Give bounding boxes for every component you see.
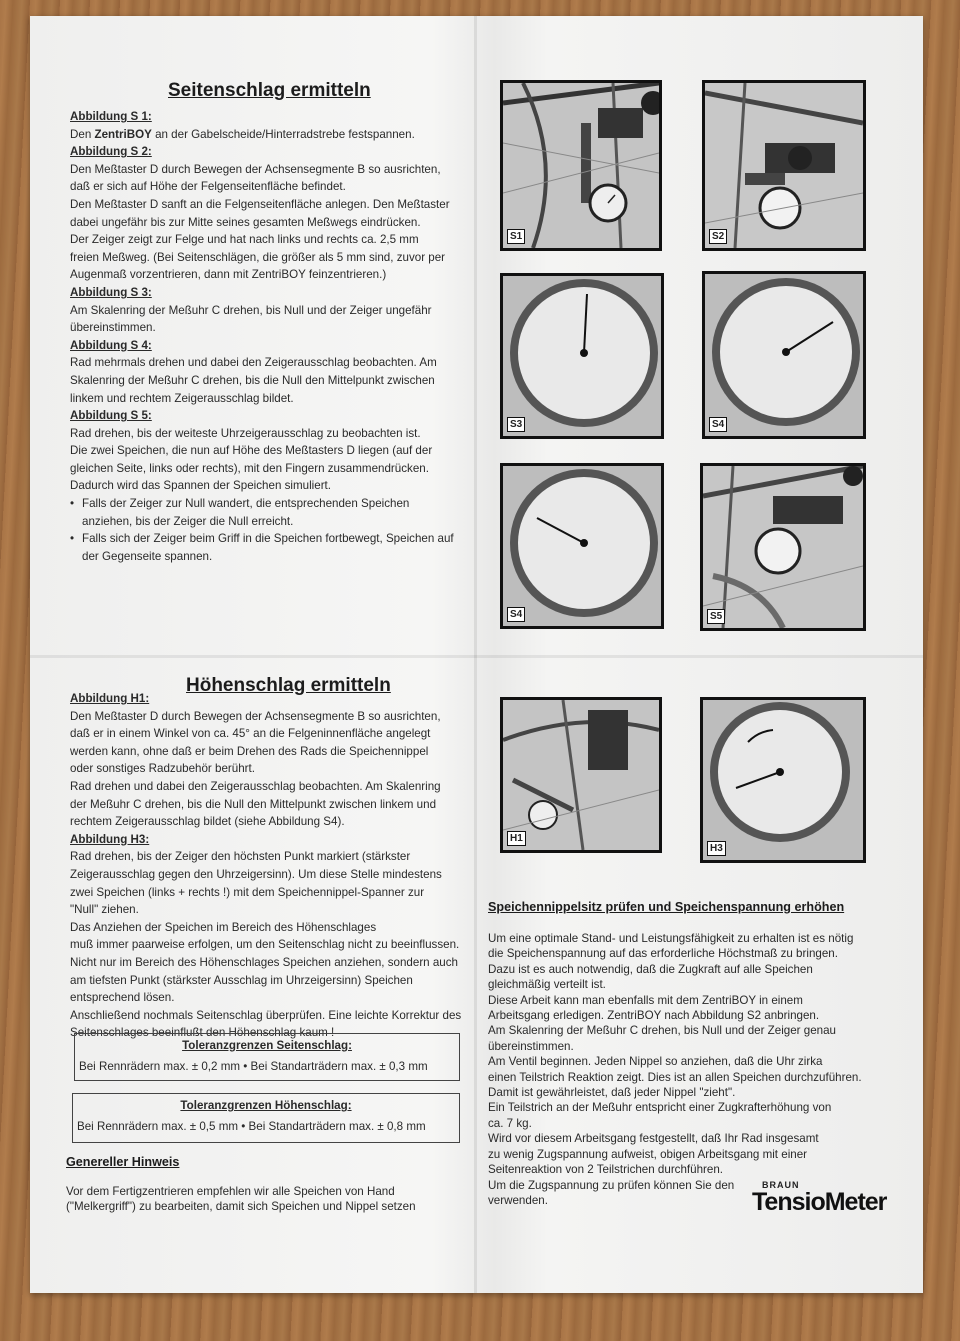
s2-line: Den Meßtaster D durch Bewegen der Achsensegmente B so ausrichten,: [70, 162, 441, 176]
h1-line: rechtem Zeigerausschlag bildet (siehe Abbildung S4).: [70, 815, 345, 829]
nippel-line: zu wenig Zugspannung aufweist, obigen Arbeitsgang mit einer: [488, 1147, 808, 1161]
tolerance-values: Bei Rennrädern max. ± 0,2 mm • Bei Standarträdern max. ± 0,3 mm: [79, 1060, 428, 1073]
nippel-line: Wird vor diesem Arbeitsgang festgestellt, daß Ihr Rad insgesamt: [488, 1132, 819, 1146]
s1-brand: ZentriBOY: [94, 127, 152, 141]
figure-s5-photo: [700, 463, 866, 631]
h3-line: Seitenschlages beeinflußt den Höhenschlag kaum !: [70, 1026, 335, 1040]
s2-line: daß er sich auf Höhe der Felgenseitenfläche befindet.: [70, 180, 346, 194]
h3-line: zwei Speichen (links + rechts !) mit dem Speichennippel-Spanner zur: [70, 885, 425, 899]
nippel-line: verwenden.: [488, 1193, 548, 1207]
h1-line: werden kann, ohne daß er beim Drehen des Rads die Speichennippel: [70, 744, 429, 758]
s2-line: Der Zeiger zeigt zur Felge und hat nach links und rechts ca. 2,5 mm: [70, 233, 419, 247]
h3-line: muß immer paarweise erfolgen, um den Seitenschlag nicht zu beeinflussen.: [70, 938, 460, 952]
hoehenschlag-title: Höhenschlag ermitteln: [186, 675, 391, 696]
s2-line: Den Meßtaster D sanft an die Felgenseitenfläche anlegen. Den Meßtaster: [70, 197, 450, 211]
figure-label: H1: [507, 831, 526, 846]
bullet-item: [70, 530, 470, 565]
h3-line: Nicht nur im Bereich des Höhenschlages Speichen anziehen, sondern auch: [70, 955, 458, 969]
seitenschlag-title: Seitenschlag ermitteln: [168, 80, 371, 101]
h3-line: Anschließend nochmals Seitenschlag überprüfen. Eine leichte Korrektur des: [70, 1008, 462, 1022]
s4-label: Abbildung S 4:: [70, 338, 152, 352]
figure-s4-dial-second: [500, 463, 664, 629]
s1-pre: Den: [70, 127, 95, 141]
bike-clamp-photo: [703, 466, 863, 628]
hinweis-body: [66, 1184, 466, 1214]
h3-line: entsprechend lösen.: [70, 991, 175, 1005]
bike-clamp-photo: [503, 700, 659, 850]
nippel-line: Um die Zugspannung zu prüfen können Sie den: [488, 1178, 735, 1192]
h1-line: Rad drehen und dabei den Zeigerausschlag beobachten. Am Skalenring: [70, 779, 441, 793]
s1-post: an der Gabelscheide/Hinterradstrebe festspannen.: [151, 127, 415, 141]
bike-clamp-photo: [503, 83, 659, 248]
tolerance-title: Toleranzgrenzen Seitenschlag:: [182, 1039, 352, 1052]
nippel-line: ca. 7 kg.: [488, 1116, 532, 1130]
nippel-title: Speichennippelsitz prüfen und Speichenspannung erhöhen: [488, 900, 845, 914]
tolerance-box-seitenschlag: [74, 1033, 460, 1081]
h3-line: am tiefsten Punkt (stärkster Ausschlag im Uhrzeigersinn) Speichen: [70, 973, 413, 987]
hinweis-line: ("Melkergriff") zu bearbeiten, damit sich Speichen und Nippel setzen: [66, 1200, 416, 1213]
nippel-line: Seitenreaktion von 2 Teilstrichen durchführen.: [488, 1163, 724, 1177]
logo-product: TensioMeter: [752, 1188, 887, 1216]
figure-h1-photo: [500, 697, 662, 853]
bullet-text: der Gegenseite spannen.: [82, 549, 213, 563]
nippel-line: Arbeitsgang erledigen. ZentriBOY nach Abbildung S2 anbringen.: [488, 1009, 820, 1023]
s3-line: Am Skalenring der Meßuhr C drehen, bis Null und der Zeiger ungefähr: [70, 303, 432, 317]
bullet-item: [70, 495, 470, 530]
s5-line: Die zwei Speichen, die nun auf Höhe des Meßtasters D liegen (auf der: [70, 444, 433, 458]
nippel-line: Damit ist gewährleistet, daß jeder Nippel "zieht".: [488, 1086, 736, 1100]
nippel-line: Am Skalenring der Meßuhr C drehen, bis Null und der Zeiger genau: [488, 1024, 836, 1038]
figure-label: S4: [709, 417, 727, 432]
tolerance-title: Toleranzgrenzen Höhenschlag:: [180, 1099, 352, 1112]
figure-s3-dial: [500, 273, 664, 439]
s2-line: dabei ungefähr bis zur Mitte seines gesamten Meßwegs eindrücken.: [70, 215, 421, 229]
s4-line: Rad mehrmals drehen und dabei den Zeigerausschlag beobachten. Am: [70, 356, 437, 370]
figure-label: S4: [507, 607, 525, 622]
tolerance-box-hoehenschlag: [72, 1093, 460, 1143]
bullet-text: Falls der Zeiger zur Null wandert, die entsprechenden Speichen: [82, 497, 410, 511]
dial-gauge-icon: [503, 276, 661, 436]
s3-line: übereinstimmen.: [70, 321, 156, 335]
nippel-line: einen Teilstrich Reaktion zeigt. Dies ist an allen Speichen durchzuführen.: [488, 1070, 862, 1084]
s5-line: Dadurch wird das Spannen der Speichen simuliert.: [70, 479, 332, 493]
nippel-line: die Speichenspannung auf das erforderliche Höchstmaß zu bringen.: [488, 947, 838, 961]
s2-label: Abbildung S 2:: [70, 145, 152, 159]
figure-s1-photo: [500, 80, 662, 251]
s3-label: Abbildung S 3:: [70, 285, 152, 299]
seitenschlag-body: [70, 108, 470, 565]
s1-label: Abbildung S 1:: [70, 110, 152, 123]
h1-line: oder sonstiges Radzubehör berührt.: [70, 762, 255, 776]
nippel-line: Ein Teilstrich an der Meßuhr entspricht einer Zugkrafterhöhung von: [488, 1101, 832, 1115]
s2-line: freien Meßweg. (Bei Seitenschlägen, die größer als 5 mm sind, zuvor per: [70, 250, 446, 264]
s5-line: Rad drehen, bis der weiteste Uhrzeigerausschlag zu beobachten ist.: [70, 426, 421, 440]
h1-label: Abbildung H1:: [70, 692, 150, 705]
nippel-line: Diese Arbeit kann man ebenfalls mit dem ZentriBOY in einem: [488, 993, 803, 1007]
figure-s2-photo: [702, 80, 866, 251]
horizontal-fold-line: [30, 655, 923, 658]
hinweis-title: Genereller Hinweis: [66, 1155, 180, 1169]
nippel-line: Dazu ist es auch notwendig, daß die Zugkraft auf alle Speichen: [488, 962, 813, 976]
figure-label: S2: [709, 229, 727, 244]
h3-line: "Null" ziehen.: [70, 903, 139, 917]
tolerance-values: Bei Rennrädern max. ± 0,5 mm • Bei Standarträdern max. ± 0,8 mm: [77, 1120, 426, 1133]
s2-line: Augenmaß vorzentrieren, dann mit ZentriBOY feinzentrieren.): [70, 268, 387, 282]
s5-line: gleichen Seite, links oder rechts), mit den Fingern zusammendrücken.: [70, 461, 429, 475]
nippel-line: übereinstimmen.: [488, 1039, 574, 1053]
h1-line: der Meßuhr C drehen, bis die Null den Mittelpunkt zwischen linkem und: [70, 797, 437, 811]
nippel-body: [488, 931, 888, 1208]
figure-label: S3: [507, 417, 525, 432]
nippel-line: Um eine optimale Stand- und Leistungsfähigkeit zu erhalten ist es nötig: [488, 932, 854, 945]
bullet-text: anziehen, bis der Zeiger die Null erreicht.: [82, 514, 294, 528]
bullet-text: Falls sich der Zeiger beim Griff in die Speichen fortbewegt, Speichen auf: [82, 532, 454, 546]
h3-line: Zeigerausschlag gegen den Uhrzeigersinn). Um diese Stelle mindestens: [70, 867, 442, 881]
dial-gauge-icon: [705, 274, 863, 436]
s4-line: Skalenring der Meßuhr C drehen, bis die Null den Mittelpunkt zwischen: [70, 373, 435, 387]
figure-h3-dial: [700, 697, 866, 863]
nippel-line: gleichmäßig verteilt ist.: [488, 978, 606, 992]
figure-label: S1: [507, 229, 525, 244]
figure-label: S5: [707, 609, 725, 624]
h3-label: Abbildung H3:: [70, 832, 150, 846]
h3-line: Rad drehen, bis der Zeiger den höchsten Punkt markiert (stärkster: [70, 850, 411, 864]
s1-text: [70, 126, 470, 144]
figure-label: H3: [707, 841, 726, 856]
h1-line: Den Meßtaster D durch Bewegen der Achsensegmente B so ausrichten,: [70, 709, 441, 723]
logo-brand: BRAUN: [762, 1180, 800, 1190]
dial-gauge-icon: [703, 700, 863, 860]
bike-clamp-photo: [705, 83, 863, 248]
h1-line: daß er in einem Winkel von ca. 45° an die Felgeninnenfläche angelegt: [70, 727, 431, 741]
s5-label: Abbildung S 5:: [70, 409, 152, 423]
hinweis-line: Vor dem Fertigzentrieren empfehlen wir alle Speichen von Hand: [66, 1185, 395, 1198]
s4-line: linkem und rechtem Zeigerausschlag bildet.: [70, 391, 294, 405]
h3-line: Das Anziehen der Speichen im Bereich des Höhenschlages: [70, 920, 377, 934]
figure-s4-dial: [702, 271, 866, 439]
nippel-line: Am Ventil beginnen. Jeden Nippel so anziehen, daß die Uhr zirka: [488, 1055, 823, 1069]
dial-gauge-icon: [503, 466, 661, 626]
hoehenschlag-body: [70, 690, 470, 1042]
